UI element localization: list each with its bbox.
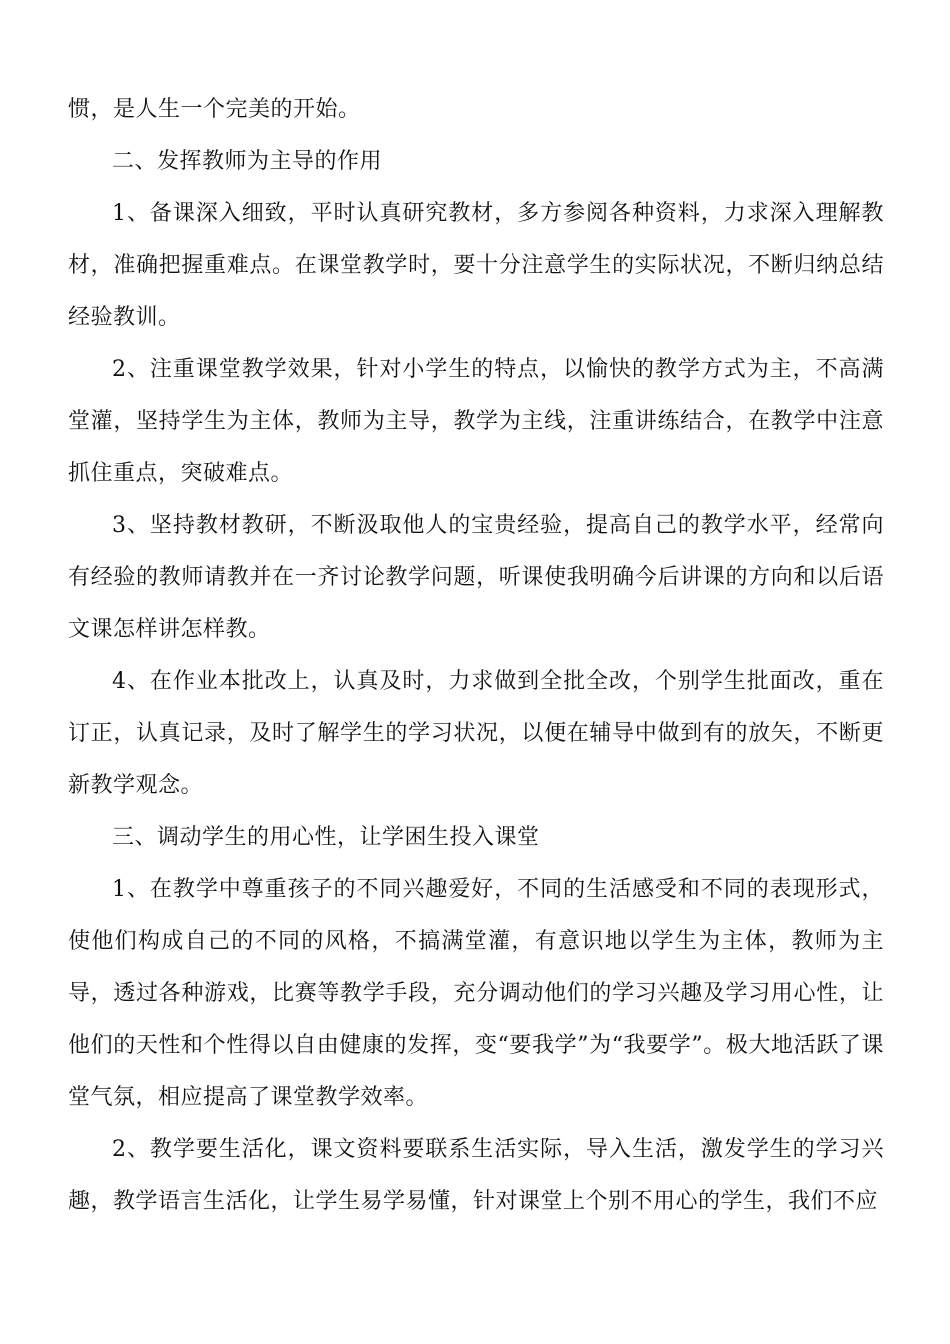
paragraph-2-2: 2、注重课堂教学效果，针对小学生的特点，以愉快的教学方式为主，不高满堂灌，坚持学生为主体，教师为主导，教学为主线，注重讲练结合，在教学中注意抓住重点，突破难点。 <box>68 357 884 486</box>
section-heading-3: 三、调动学生的用心性，让学困生投入课堂 <box>112 825 540 850</box>
section-heading-2: 二、发挥教师为主导的作用 <box>112 149 383 174</box>
paragraph-3-2: 2、教学要生活化，课文资料要联系生活实际，导入生活，激发学生的学习兴趣，教学语言生活化，让学生易学易懂，针对课堂上个别不用心的学生，我们不应 <box>68 1137 884 1214</box>
paragraph-2-4: 4、在作业本批改上，认真及时，力求做到全批全改，个别学生批面改，重在订正，认真记录，及时了解学生的学习状况，以便在辅导中做到有的放矢，不断更新教学观念。 <box>68 669 884 798</box>
paragraph-continuation: 惯，是人生一个完美的开始。 <box>68 97 361 122</box>
document-body <box>68 84 884 1228</box>
paragraph-3-1: 1、在教学中尊重孩子的不同兴趣爱好，不同的生活感受和不同的表现形式，使他们构成自己的不同的风格，不搞满堂灌，有意识地以学生为主体，教师为主导，透过各种游戏，比赛等教学手段，充分调动他们的学习兴趣及学习用心性，让他们的天性和个性得以自由健康的发挥，变“要我学”为“我要学”。极大地活跃了课堂气氛，相应提高了课堂教学效率。 <box>68 877 884 1110</box>
paragraph-2-3: 3、坚持教材教研，不断汲取他人的宝贵经验，提高自己的教学水平，经常向有经验的教师请教并在一齐讨论教学问题，听课使我明确今后讲课的方向和以后语文课怎样讲怎样教。 <box>68 513 884 642</box>
paragraph-2-1: 1、备课深入细致，平时认真研究教材，多方参阅各种资料，力求深入理解教材，准确把握重难点。在课堂教学时，要十分注意学生的实际状况，不断归纳总结经验教训。 <box>68 201 884 330</box>
